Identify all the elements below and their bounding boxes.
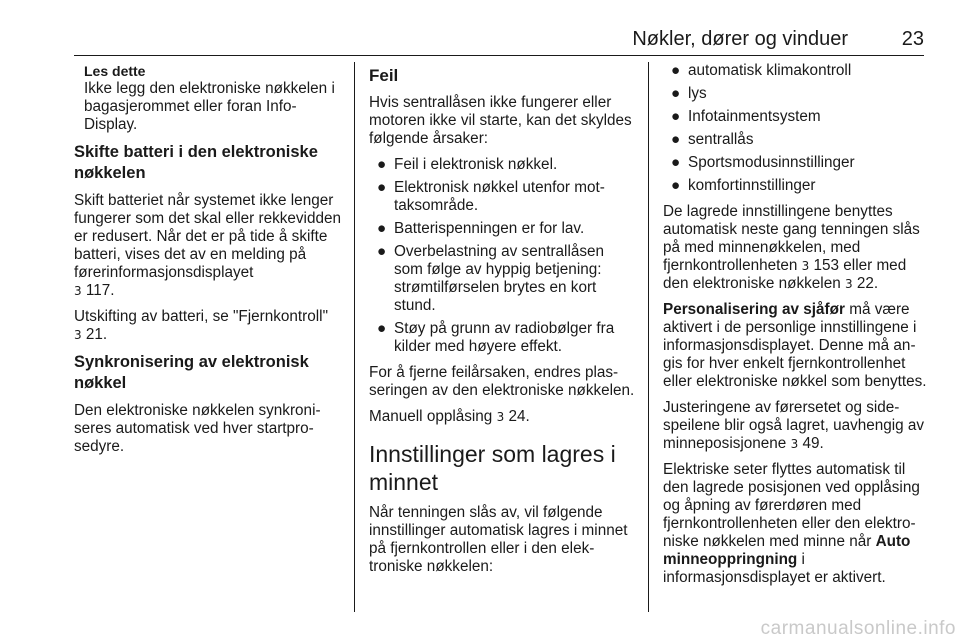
replace-ref-link[interactable]: 21. xyxy=(85,326,108,343)
bullet-icon: ● xyxy=(377,220,387,237)
column-divider-1 xyxy=(354,62,355,612)
list-item-text: Støy på grunn av radiobølger fra kilder med høyere effekt. xyxy=(394,320,615,355)
list-item xyxy=(663,131,928,149)
page-ref-icon: 3 xyxy=(844,277,853,291)
manual-text: Manuell opplåsing xyxy=(369,408,493,425)
heading-fault: Feil xyxy=(369,66,399,85)
page-ref-icon: 3 xyxy=(74,328,82,342)
note-body: Ikke legg den elektroniske nøkkelen i bagasjerommet eller foran Info-Display. xyxy=(84,80,335,133)
list-item-text: automatisk klimakontroll xyxy=(688,62,852,79)
adjust-ref-link[interactable]: 49. xyxy=(802,435,824,452)
header-rule xyxy=(74,55,924,56)
bold-personal: Personalisering av sjåfør xyxy=(663,301,845,318)
list-item xyxy=(663,177,928,195)
list-item-text: komfortinnstillinger xyxy=(688,177,816,194)
memory-list xyxy=(663,62,928,195)
adjust-text: Justeringene av førersetet og sidespeilene blir også lagret, uavhengig av minneposisjonene xyxy=(663,399,925,452)
column-3 xyxy=(663,62,928,595)
note-box xyxy=(74,62,342,134)
paragraph-stored xyxy=(663,203,928,293)
personal-text: må være aktivert i de personlige innstillingene i informasjonsdisplayet. Denne må angis for hver enkelt fjernkontrollenhet eller elektroniske nøkkel som benyttes. xyxy=(663,301,927,390)
stored-text: De lagrede innstillingene benyttes automatisk neste gang tenningen slås på med minnenøkkelen, med fjernkontrollenheten xyxy=(663,203,920,274)
replace-text: Utskifting av batteri, se "Fjernkontroll" xyxy=(74,308,329,325)
seats-end-text: i informasjonsdisplayet er aktivert. xyxy=(663,551,886,586)
bullet-icon: ● xyxy=(377,243,387,260)
list-item-text: Sportsmodusinnstillinger xyxy=(688,154,855,171)
list-item xyxy=(663,154,928,172)
paragraph-manual xyxy=(369,408,637,426)
bold-auto: Auto minneoppringning xyxy=(663,533,911,568)
page-ref-icon: 3 xyxy=(496,410,505,424)
bullet-icon: ● xyxy=(377,156,387,173)
paragraph-fix: For å fjerne feilårsaken, endres plasseringen av den elektroniske nøkkelen. xyxy=(369,364,635,399)
paragraph-memory: Når tenningen slås av, vil følgende innstillinger automatisk lagres i minnet på fjernkontrollen eller i den elektroniske nøkkelen: xyxy=(369,504,628,575)
list-item-text: sentrallås xyxy=(688,131,754,148)
paragraph-fault: Hvis sentrallåsen ikke fungerer eller motoren ikke vil starte, kan det skyldes følgende årsaker: xyxy=(369,94,632,147)
column-1 xyxy=(74,62,342,464)
paragraph-adjust xyxy=(663,399,928,453)
bullet-icon: ● xyxy=(671,85,681,102)
stored-ref-link-a[interactable]: 153 eller med den elektroniske nøkkelen xyxy=(663,257,907,292)
list-item xyxy=(369,243,637,315)
list-item xyxy=(663,85,928,103)
bullet-icon: ● xyxy=(671,62,681,79)
bullet-icon: ● xyxy=(671,177,681,194)
paragraph-personal xyxy=(663,301,928,391)
list-item-text: Batterispenningen er for lav. xyxy=(394,220,585,237)
page-number: 23 xyxy=(901,28,924,50)
page-header-title: Nøkler, dører og vinduer xyxy=(632,28,848,50)
list-item xyxy=(369,156,637,174)
paragraph-battery xyxy=(74,192,342,300)
stored-ref-link-b[interactable]: 22. xyxy=(856,275,879,292)
list-item-text: lys xyxy=(688,85,707,102)
heading-memory: Innstillinger som lagres i minnet xyxy=(369,441,616,495)
list-item xyxy=(369,179,637,215)
bullet-icon: ● xyxy=(671,108,681,125)
note-title: Les dette xyxy=(84,63,146,79)
column-2 xyxy=(369,62,637,584)
paragraph-sync: Den elektroniske nøkkelen synkroniseres automatisk ved hver startprosedyre. xyxy=(74,402,321,455)
list-item xyxy=(369,320,637,356)
list-item xyxy=(663,62,928,80)
list-item-text: Elektronisk nøkkel utenfor mottaksområde. xyxy=(394,179,605,214)
column-divider-2 xyxy=(648,62,649,612)
page-header xyxy=(0,0,960,62)
heading-battery: Skifte batteri i den elektroniske nøkkelen xyxy=(74,143,318,182)
fault-list xyxy=(369,156,637,356)
battery-ref-link[interactable]: 117. xyxy=(85,282,115,299)
manual-ref-link[interactable]: 24. xyxy=(508,408,530,425)
bullet-icon: ● xyxy=(671,131,681,148)
page-ref-icon: 3 xyxy=(801,259,810,273)
watermark: carmanualsonline.info xyxy=(760,618,956,639)
battery-text: Skift batteriet når systemet ikke lenger fungerer som det skal eller rekkevidden er redusert. Når det er på tide å skifte batteri, vises det av en melding på førerinformasjonsdisplayet xyxy=(74,192,341,281)
paragraph-seats xyxy=(663,461,928,587)
list-item xyxy=(663,108,928,126)
bullet-icon: ● xyxy=(377,179,387,196)
heading-sync: Synkronisering av elektronisk nøkkel xyxy=(74,353,309,392)
bullet-icon: ● xyxy=(671,154,681,171)
list-item-text: Infotainmentsystem xyxy=(688,108,821,125)
page-ref-icon: 3 xyxy=(790,437,799,451)
list-item-text: Feil i elektronisk nøkkel. xyxy=(394,156,558,173)
paragraph-replace xyxy=(74,308,342,344)
seats-text: Elektriske seter flyttes automatisk til den lagrede posisjonen ved opplåsing og åpning av førerdøren med fjernkontrollenheten eller den elektroniske nøkkelen med minne når xyxy=(663,461,920,550)
list-item-text: Overbelastning av sentrallåsen som følge av hyppig betjening: strømtilførselen brytes en kort stund. xyxy=(394,243,605,314)
page-ref-icon: 3 xyxy=(74,284,82,298)
bullet-icon: ● xyxy=(377,320,387,337)
list-item xyxy=(369,220,637,238)
